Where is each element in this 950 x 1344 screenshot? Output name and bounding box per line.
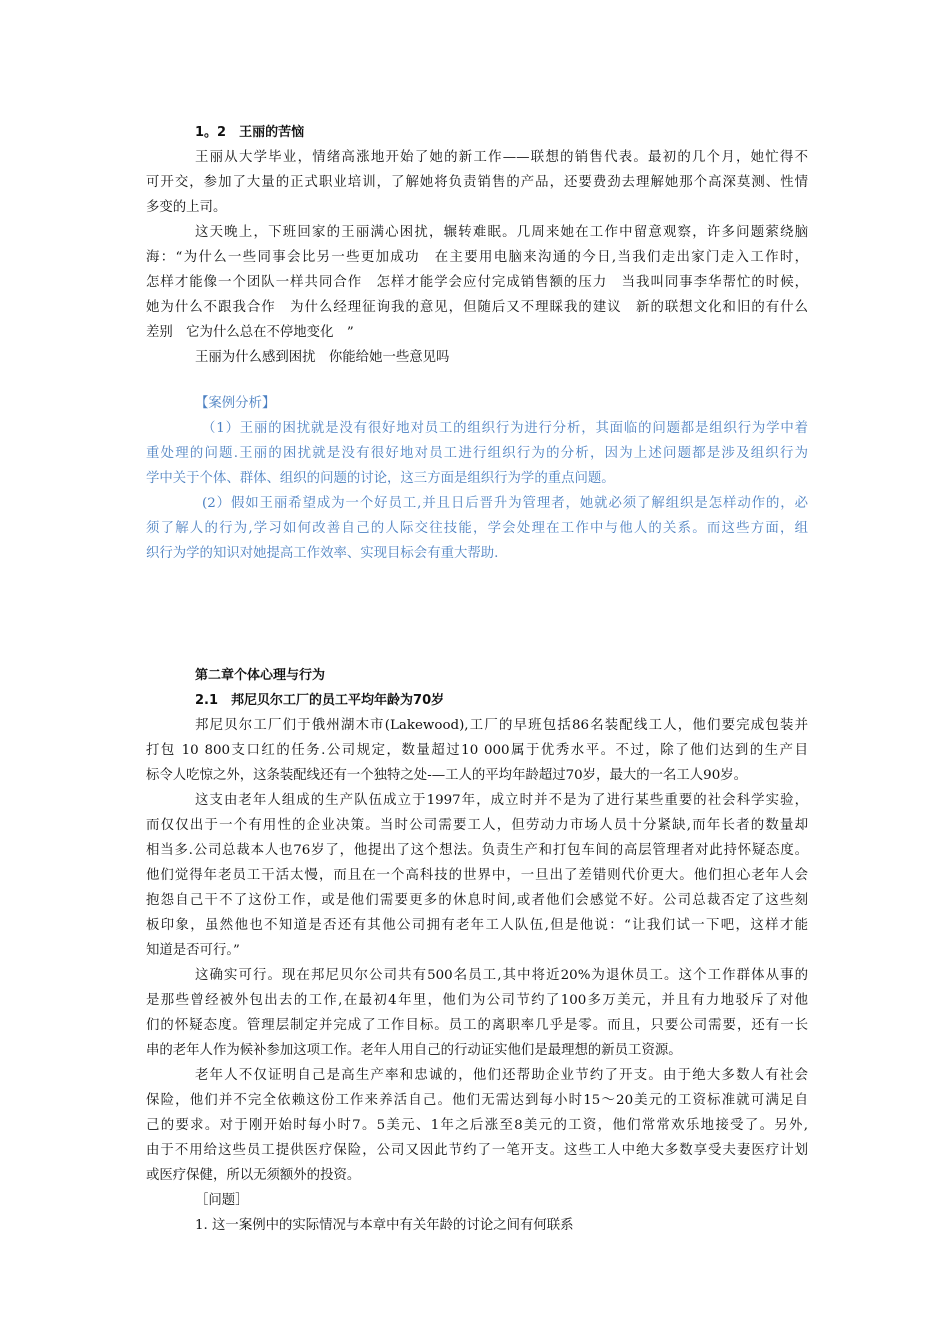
paragraph-3 — [146, 713, 808, 788]
section-heading-2-1: 2.1 邦尼贝尔工厂的员工平均年龄为70岁 — [195, 693, 445, 708]
text-line: 海：“为什么一些同事会比另一些更加成功 在主要用电脑来沟通的今日,当我们走出家门走入工作时， — [146, 250, 808, 265]
text-line: 们的怀疑态度。管理层制定并完成了工作目标。员工的离职率几乎是零。而且，只要公司需要，还有一长 — [146, 1018, 808, 1033]
text-line: 或医疗保健，所以无须额外的投资。 — [146, 1168, 361, 1183]
text-line: 王丽从大学毕业，情绪高涨地开始了她的新工作——联想的销售代表。最初的几个月，她忙得不 — [195, 150, 808, 165]
paragraph-2 — [146, 220, 808, 345]
text-line: 这支由老年人组成的生产队伍成立于1997年，成立时并不是为了进行某些重要的社会科学实验， — [195, 793, 808, 808]
analysis-line: （1）王丽的困扰就是没有很好地对员工的组织行为进行分析，其面临的问题都是组织行为学中着 — [202, 421, 808, 436]
text-line: 是那些曾经被外包出去的工作,在最初4年里，他们为公司节约了100多万美元，并且有力地驳斥了对他 — [146, 993, 808, 1008]
text-line: 由于不用给这些员工提供医疗保险，公司又因此节约了一笔开支。这些工人中绝大多数享受夫妻医疗计划 — [146, 1143, 808, 1158]
text-line: 这天晚上，下班回家的王丽满心困扰，辗转难眠。几周来她在工作中留意观察，许多问题萦绕脑 — [195, 225, 808, 240]
paragraph-5 — [146, 963, 808, 1063]
chapter-title: 第二章个体心理与行为 — [195, 668, 326, 683]
section-heading-1-2: 1。2 王丽的苦恼 — [195, 125, 305, 140]
text-line: 而仅仅出于一个有用性的企业决策。当时公司需要工人，但劳动力市场人员十分紧缺,而年长者的数量却 — [146, 818, 808, 833]
text-line: 打包 10 800支口红的任务.公司规定，数量超过10 000属于优秀水平。不过，除了他们达到的生产目 — [146, 743, 808, 758]
analysis-title: 【案例分析】 — [195, 396, 276, 411]
text-line: 保险，他们并不完全依赖这份工作来养活自己。他们无需达到每小时15～20美元的工资标准就可满足自 — [146, 1093, 808, 1108]
analysis-line: 重处理的问题.王丽的困扰就是没有很好地对员工进行组织行为的分析，因为上述问题都是涉及组织行为 — [146, 446, 808, 461]
paragraph-1 — [146, 145, 808, 220]
text-line: 老年人不仅证明自己是高生产率和忠诚的，他们还帮助企业节约了开支。由于绝大多数人有社会 — [195, 1068, 808, 1083]
spacer — [146, 566, 808, 663]
questions-label: ［问题］ — [195, 1193, 249, 1208]
text-line: 这确实可行。现在邦尼贝尔公司共有500名员工,其中将近20%为退休员工。这个工作群体从事的 — [195, 968, 808, 983]
text-line: 可开交，参加了大量的正式职业培训，了解她将负责销售的产品，还要费劲去理解她那个高深莫测、性情 — [146, 175, 808, 190]
text-line: 抱怨自己干不了这份工作，或是他们需要更多的休息时间,或者他们会感觉不好。公司总裁否定了这些刻 — [146, 893, 808, 908]
text-line: 标令人吃惊之外，这条装配线还有一个独特之处-—工人的平均年龄超过70岁，最大的一名工人90岁。 — [146, 768, 748, 783]
analysis-paragraph-1 — [146, 416, 808, 491]
text-line: 板印象，虽然他也不知道是否还有其他公司拥有老年工人队伍,但是他说：“让我们试一下吧，这样才能 — [146, 918, 808, 933]
analysis-line: 织行为学的知识对她提高工作效率、实现目标会有重大帮助. — [146, 546, 499, 561]
analysis-line: (2）假如王丽希望成为一个好员工,并且日后晋升为管理者，她就必须了解组织是怎样动作的，必 — [202, 496, 808, 511]
text-line: 她为什么不跟我合作 为什么经理征询我的意见，但随后又不理睬我的建议 新的联想文化和旧的有什么 — [146, 300, 808, 315]
analysis-paragraph-2 — [146, 491, 808, 566]
text-line: 相当多.公司总裁本人也76岁了，他提出了这个想法。负责生产和打包车间的高层管理者对此持怀疑态度。 — [146, 843, 808, 858]
paragraph-4 — [146, 788, 808, 963]
question-line: 王丽为什么感到困扰 你能给她一些意见吗 — [195, 350, 450, 365]
text-line: 怎样才能像一个团队一样共同合作 怎样才能学会应付完成销售额的压力 当我叫同事李华帮忙的时候， — [146, 275, 808, 290]
spacer — [146, 370, 808, 391]
text-line: 差别 它为什么总在不停地变化 ” — [146, 325, 354, 340]
analysis-line: 须了解人的行为,学习如何改善自己的人际交往技能，学会处理在工作中与他人的关系。而这些方面，组 — [146, 521, 808, 536]
document-page — [146, 120, 808, 1238]
text-line: 知道是否可行。” — [146, 943, 240, 958]
text-line: 邦尼贝尔工厂们于俄州湖木市(Lakewood),工厂的早班包括86名装配线工人，他们要完成包装并 — [195, 718, 808, 733]
analysis-line: 学中关于个体、群体、组织的问题的讨论，这三方面是组织行为学的重点问题。 — [146, 471, 615, 486]
text-line: 他们觉得年老员工干活太慢，而且在一个高科技的世界中，一旦出了差错则代价更大。他们担心老年人会 — [146, 868, 808, 883]
text-line: 串的老年人作为候补参加这项工作。老年人用自己的行动证实他们是最理想的新员工资源。 — [146, 1043, 682, 1058]
text-line: 多变的上司。 — [146, 200, 227, 215]
paragraph-6 — [146, 1063, 808, 1188]
text-line: 己的要求。对于刚开始时每小时7。5美元、1年之后涨至8美元的工资，他们常常欢乐地接受了。另外, — [146, 1118, 808, 1133]
question-item: 1. 这一案例中的实际情况与本章中有关年龄的讨论之间有何联系 — [195, 1218, 574, 1233]
